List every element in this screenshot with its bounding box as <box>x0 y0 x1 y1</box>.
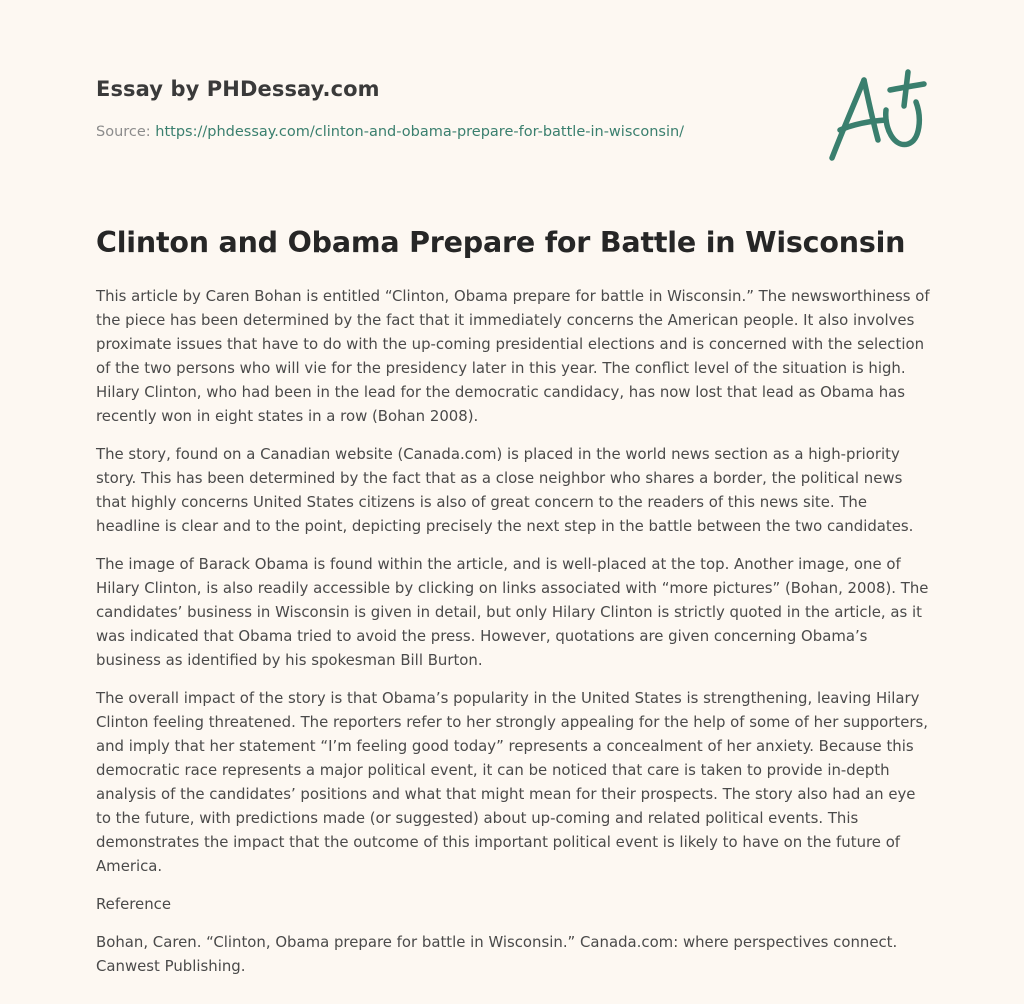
paragraph: The story, found on a Canadian website (Canada.com) is placed in the world news section as a high-priority story. This has been determined by the fact that as a close neighbor who shares a border, the political news that highly concerns United States citizens is also of great concern to the readers of this news site. The headline is clear and to the point, depicting precisely the next step in the battle between the two candidates. <box>96 445 914 535</box>
article-title: Clinton and Obama Prepare for Battle in Wisconsin <box>96 226 906 259</box>
paragraph: The image of Barack Obama is found within the article, and is well-placed at the top. Another image, one of Hilary Clinton, is also readily accessible by clicking on links associated with “more pictures” (Bohan, 2008). The candidates’ business in Wisconsin is given in detail, but only Hilary Clinton is strictly quoted in the article, as it was indicated that Obama tried to avoid the press. However, quotations are given concerning Obama’s business as identified by his spokesman Bill Burton. <box>96 555 929 669</box>
paragraph: This article by Caren Bohan is entitled “Clinton, Obama prepare for battle in Wisconsin.” The newsworthiness of the piece has been determined by the fact that it immediately concerns the American people. It also involves proximate issues that have to do with the up-coming presidential elections and is concerned with the selection of the two persons who will vie for the presidency later in this year. The conflict level of the situation is high. Hilary Clinton, who had been in the lead for the democratic candidacy, has now lost that lead as Obama has recently won in eight states in a row (Bohan 2008). <box>96 287 930 425</box>
site-brand: Essay by PHDessay.com <box>96 77 380 101</box>
paragraph: The overall impact of the story is that Obama’s popularity in the United States is strengthening, leaving Hilary Clinton feeling threatened. The reporters refer to her strongly appealing for the help of some of her supporters, and imply that her statement “I’m feeling good today” represents a concealment of her anxiety. Because this democratic race represents a major political event, it can be noticed that care is taken to provide in-depth analysis of the candidates’ positions and what that might mean for their prospects. The story also had an eye to the future, with predictions made (or suggested) about up-coming and related political events. This demonstrates the impact that the outcome of this important political event is likely to have on the future of America. <box>96 689 929 875</box>
reference-entry: Bohan, Caren. “Clinton, Obama prepare for battle in Wisconsin.” Canada.com: where perspectives connect. Canwest Publishing. <box>96 933 898 975</box>
source-line <box>96 124 684 140</box>
source-label: Source: <box>96 124 151 140</box>
reference-heading: Reference <box>96 895 171 913</box>
source-link[interactable]: https://phdessay.com/clinton-and-obama-prepare-for-battle-in-wisconsin/ <box>155 124 685 140</box>
article-body <box>96 284 932 992</box>
a-plus-logo-icon <box>828 66 932 166</box>
